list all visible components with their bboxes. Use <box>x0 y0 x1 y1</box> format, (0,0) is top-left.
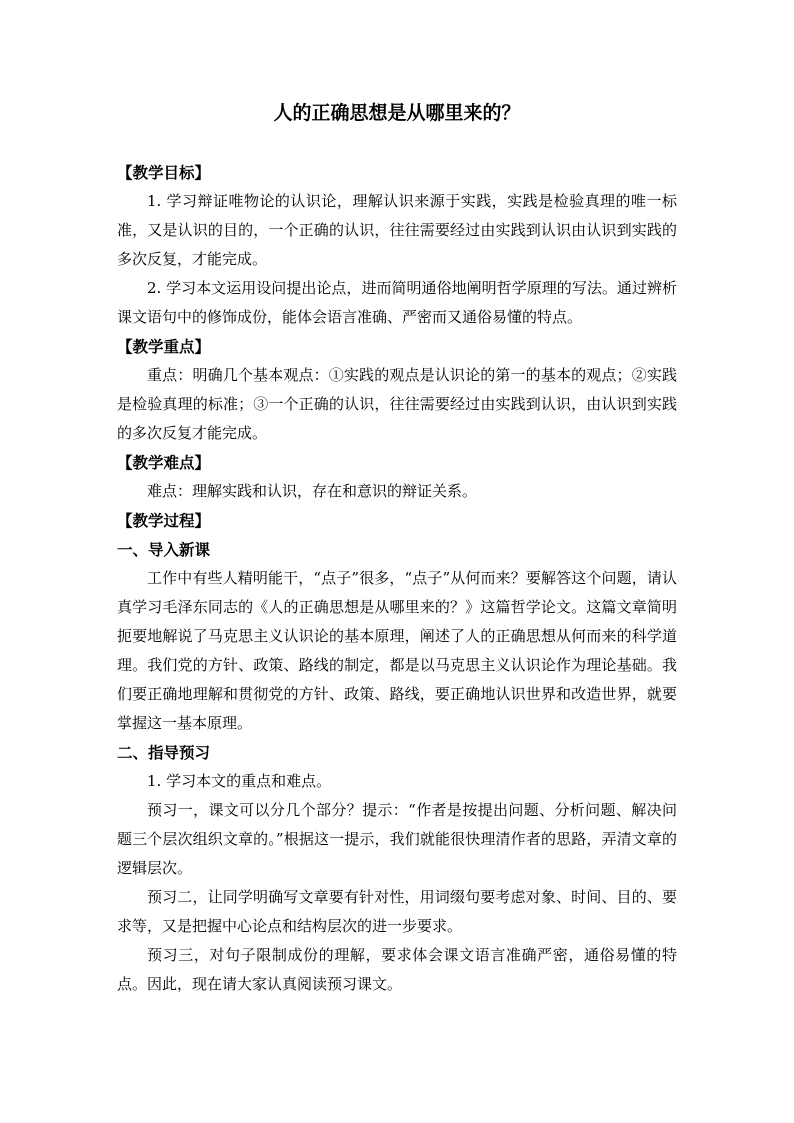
difficulties-text: 难点：理解实践和认识，存在和意识的辩证关系。 <box>147 482 478 500</box>
section-intro-heading: 一、导入新课 <box>117 540 211 559</box>
objectives-heading: 【教学目标】 <box>117 163 211 182</box>
document-body <box>117 158 677 999</box>
section-preview-heading: 二、指导预习 <box>117 743 211 762</box>
section-intro-text: 工作中有些人精明能干，“点子”很多，“点子”从何而来？要解答这个问题，请认真学习毛泽东同志的《人的正确思想是从哪里来的？》这篇哲学论文。这篇文章简明扼要地解说了马克思主义认识论的基本原理，阐述了人的正确思想从何而来的科学道理。我们党的方针、政策、路线的制定，都是以马克思主义认识论作为理论基础。我们要正确地理解和贯彻党的方针、政策、路线，要正确地认识世界和改造世界，就要掌握这一基本原理。 <box>117 569 677 732</box>
preview-paragraph: 预习二，让同学明确写文章要有针对性，用词缀句要考虑对象、时间、目的、要求等，又是把握中心论点和结构层次的进一步要求。 <box>117 888 677 935</box>
preview-item: 1. 学习本文的重点和难点。 <box>147 772 332 790</box>
document-title: 人的正确思想是从哪里来的？ <box>273 102 521 124</box>
process-heading: 【教学过程】 <box>117 511 211 530</box>
objective-item: 2. 学习本文运用设问提出论点，进而简明通俗地阐明哲学原理的写法。通过辨析课文语句中的修饰成份，能体会语言准确、严密而又通俗易懂的特点。 <box>117 279 677 326</box>
difficulties-heading: 【教学难点】 <box>117 453 211 472</box>
preview-paragraph: 预习一，课文可以分几个部分？提示：“作者是按提出问题、分析问题、解决问题三个层次组织文章的。”根据这一提示，我们就能很快理清作者的思路，弄清文章的逻辑层次。 <box>117 801 677 877</box>
key-points-heading: 【教学重点】 <box>117 337 211 356</box>
preview-paragraph: 预习三，对句子限制成份的理解，要求体会课文语言准确严密，通俗易懂的特点。因此，现在请大家认真阅读预习课文。 <box>117 946 677 993</box>
objective-item: 1. 学习辩证唯物论的认识论，理解认识来源于实践，实践是检验真理的唯一标准，又是认识的目的，一个正确的认识，往往需要经过由实践到认识由认识到实践的多次反复，才能完成。 <box>117 192 677 268</box>
key-points-text: 重点：明确几个基本观点：①实践的观点是认识论的第一的基本的观点；②实践是检验真理的标准；③一个正确的认识，往往需要经过由实践到认识，由认识到实践的多次反复才能完成。 <box>117 366 677 442</box>
